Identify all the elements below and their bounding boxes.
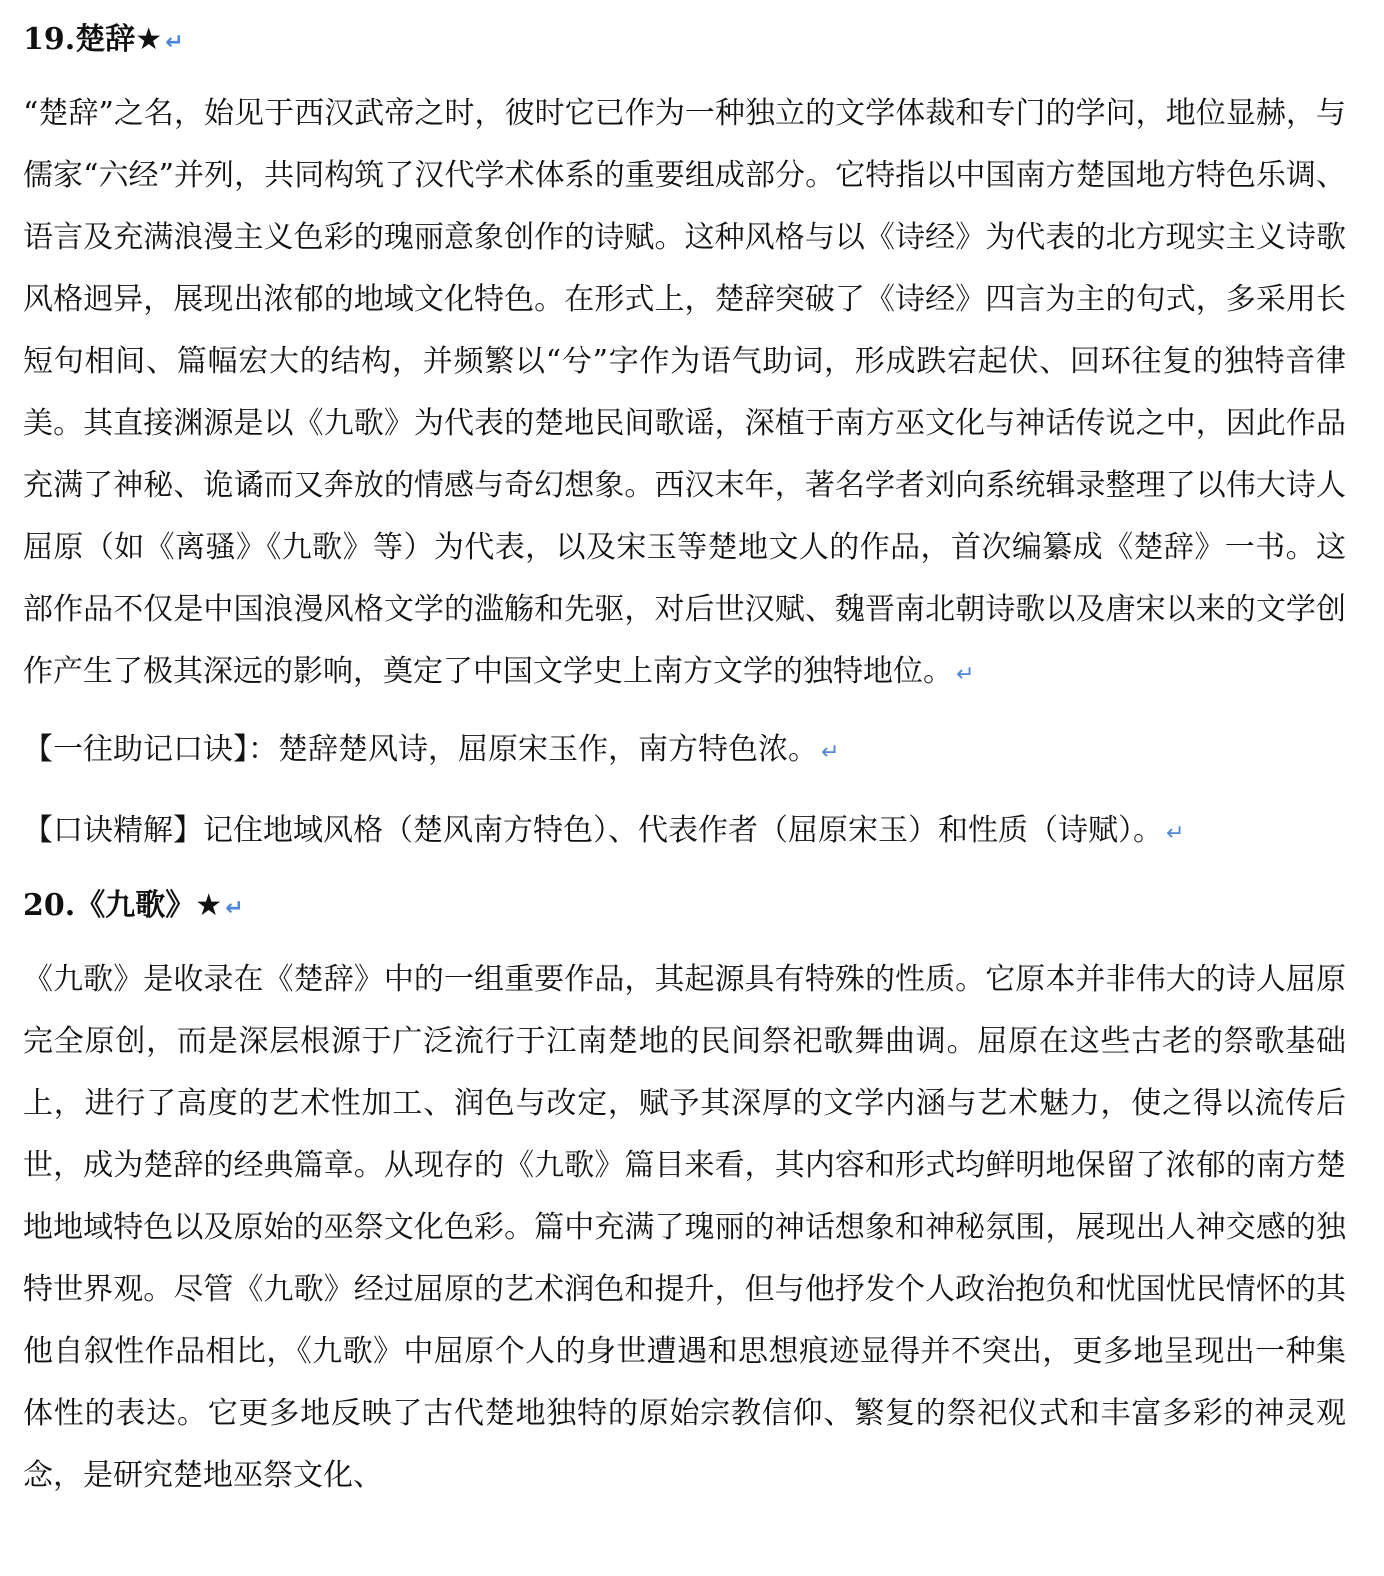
section-20-body <box>23 949 1346 1507</box>
star-icon: ★ <box>135 22 163 57</box>
paragraph-mark-icon: ↵ <box>165 30 184 55</box>
section-20-body-text: 《九歌》是收录在《楚辞》中的一组重要作品，其起源具有特殊的性质。它原本并非伟大的诗人屈原完全原创，而是深层根源于广泛流行于江南楚地的民间祭祀歌舞曲调。屈原在这些古老的祭歌基础上，进行了高度的艺术性加工、润色与改定，赋予其深厚的文学内涵与艺术魅力，使之得以流传后世，成为楚辞的经典篇章。从现存的《九歌》篇目来看，其内容和形式均鲜明地保留了浓郁的南方楚地地域特色以及原始的巫祭文化色彩。篇中充满了瑰丽的神话想象和神秘氛围，展现出人神交感的独特世界观。尽管《九歌》经过屈原的艺术润色和提升，但与他抒发个人政治抱负和忧国忧民情怀的其他自叙性作品相比，《九歌》中屈原个人的身世遭遇和思想痕迹显得并不突出，更多地呈现出一种集体性的表达。它更多地反映了古代楚地独特的原始宗教信仰、繁复的祭祀仪式和丰富多彩的神灵观念，是研究楚地巫祭文化、 <box>23 962 1346 1493</box>
mnemonic-explanation-line <box>23 805 1346 860</box>
section-20-heading <box>23 880 1346 935</box>
section-19-body-text: “楚辞”之名，始见于西汉武帝之时，彼时它已作为一种独立的文学体裁和专门的学问，地位显赫，与儒家“六经”并列，共同构筑了汉代学术体系的重要组成部分。它特指以中国南方楚国地方特色乐调、语言及充满浪漫主义色彩的瑰丽意象创作的诗赋。这种风格与以《诗经》为代表的北方现实主义诗歌风格迥异，展现出浓郁的地域文化特色。在形式上，楚辞突破了《诗经》四言为主的句式，多采用长短句相间、篇幅宏大的结构，并频繁以“兮”字作为语气助词，形成跌宕起伏、回环往复的独特音律美。其直接渊源是以《九歌》为代表的楚地民间歌谣，深植于南方巫文化与神话传说之中，因此作品充满了神秘、诡谲而又奔放的情感与奇幻想象。西汉末年，著名学者刘向系统辑录整理了以伟大诗人屈原（如《离骚》《九歌》等）为代表，以及宋玉等楚地文人的作品，首次编纂成《楚辞》一书。这部作品不仅是中国浪漫风格文学的滥觞和先驱，对后世汉赋、魏晋南北朝诗歌以及唐宋以来的文学创作产生了极其深远的影响，奠定了中国文学史上南方文学的独特地位。 <box>23 96 1346 689</box>
mnemonic-text: 【一往助记口诀】：楚辞楚风诗，屈原宋玉作，南方特色浓。 <box>23 732 818 767</box>
section-20-number: 20. <box>23 888 76 923</box>
mnemonic-explanation-text: 【口诀精解】记住地域风格（楚风南方特色）、代表作者（屈原宋玉）和性质（诗赋）。 <box>23 813 1163 848</box>
paragraph-mark-icon: ↵ <box>225 896 244 921</box>
paragraph-mark-icon: ↵ <box>1166 821 1185 846</box>
mnemonic-line <box>23 724 1346 779</box>
section-19-body <box>23 83 1346 706</box>
star-icon: ★ <box>195 888 223 923</box>
section-19-number: 19. <box>23 22 76 57</box>
paragraph-mark-icon: ↵ <box>956 662 975 687</box>
paragraph-mark-icon: ↵ <box>821 740 840 765</box>
section-19-title: 楚辞 <box>75 22 136 57</box>
section-19-heading <box>23 14 1346 69</box>
section-20-title: 《九歌》 <box>75 888 196 923</box>
